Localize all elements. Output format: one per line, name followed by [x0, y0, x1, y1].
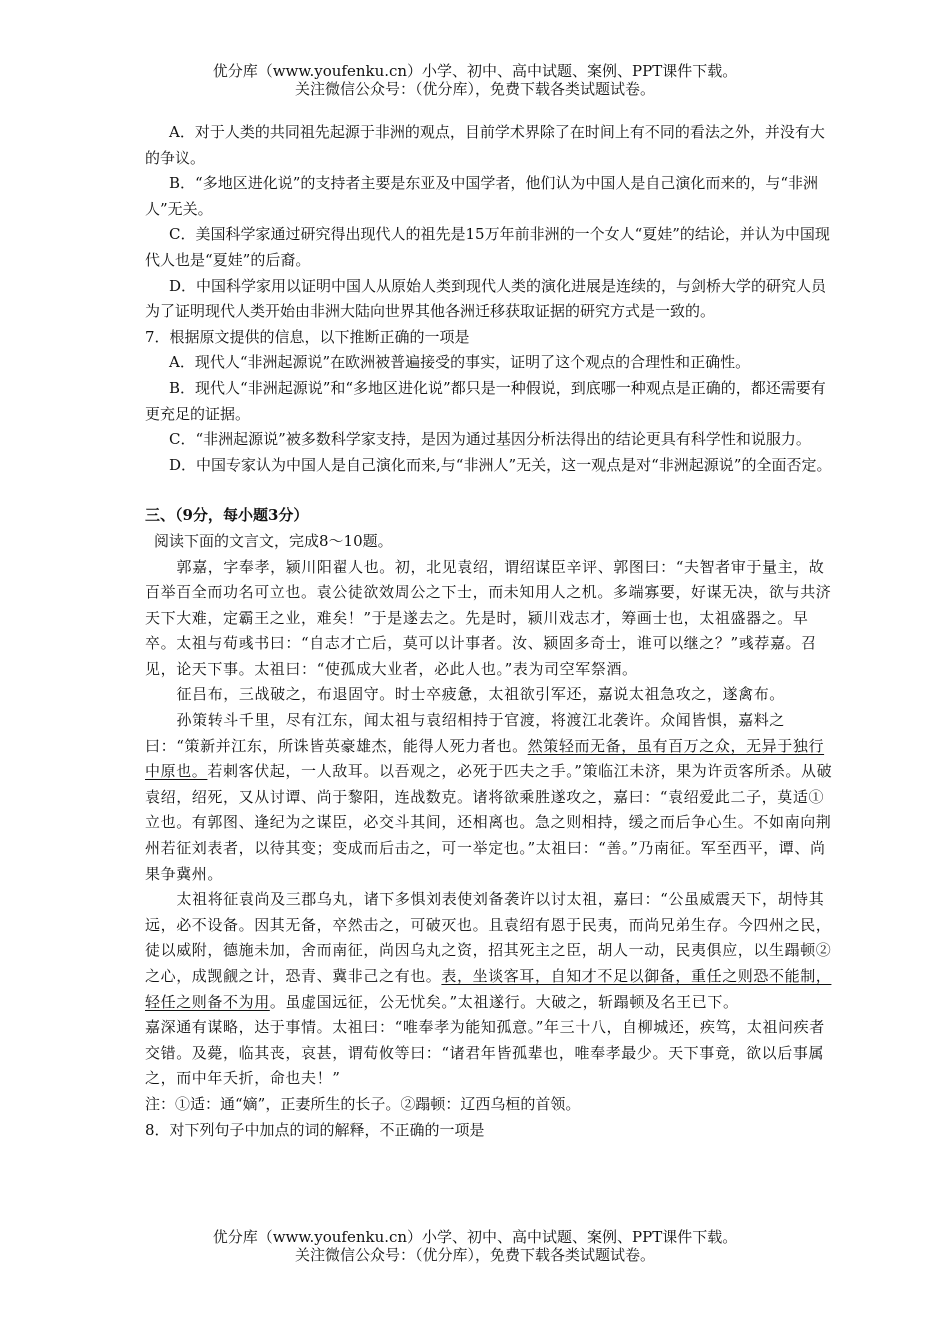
q7-option-a: A．现代人“非洲起源说”在欧洲被普遍接受的事实，证明了这个观点的合理性和正确性。	[169, 353, 751, 372]
exam-content	[145, 120, 835, 1143]
q7-option-d: D．中国专家认为中国人是自己演化而来,与“非洲人”无关，这一观点是对“非洲起源说”的全面否定。	[169, 455, 832, 474]
page-header	[0, 62, 950, 98]
footer-line-2: 关注微信公众号：（优分库），免费下载各类试题试卷。	[294, 1246, 655, 1264]
q6-option-b: B．“多地区进化说”的支持者主要是东亚及中国学者，他们认为中国人是自己演化而来的，与“非洲人”无关。	[145, 174, 819, 218]
passage-p3-text-b: 若刺客伏起，一人敌耳。以吾观之，必死于匹夫之手。”策临江未济，果为许贡客所杀。从破袁绍，绍死，又从讨谭、尚于黎阳，连战数克。诸将欲乘胜遂攻之，嘉曰：“袁绍爱此二子，莫适①立也。有郭图、逢纪为之谋臣，必交斗其间，还相离也。急之则相持，缓之而后争心生。不如南向荆州若征刘表者，以待其变；变成而后击之，可一举定也。”太祖曰：“善。”乃南征。军至西平，谭、尚果争冀州。	[145, 762, 833, 883]
q7-stem: 7．根据原文提供的信息，以下推断正确的一项是	[145, 327, 470, 346]
passage-note: 注：①适：通“嫡”，正妻所生的长子。②蹋顿：辽西乌桓的首领。	[145, 1094, 581, 1113]
passage-p4-text-a: 太祖将征袁尚及三郡乌丸，诸下多惧刘表使刘备袭许以讨太祖，嘉曰：“公虽威震天下，胡恃其远，必不设备。因其无备，卒然击之，可破灭也。且袁绍有恩于民夷，而尚兄弟生存。今四州之民，徒以威附，德施未加，舍而南征，尚因乌丸之资，招其死主之臣，胡人一动，民夷俱应，以生蹋顿②之心，成觊觎之计，恐青、冀非己之有也。	[145, 890, 832, 985]
q7-option-b: B．现代人“非洲起源说”和“多地区进化说”都只是一种假说，到底哪一种观点是正确的，都还需要有更充足的证据。	[145, 378, 826, 423]
q6-option-a: A．对于人类的共同祖先起源于非洲的观点，目前学术界除了在时间上有不同的看法之外，并没有大的争议。	[145, 123, 825, 167]
q6-option-c: C．美国科学家通过研究得出现代人的祖先是15万年前非洲的一个女人“夏娃”的结论，并认为中国现代人也是“夏娃”的后裔。	[145, 225, 830, 269]
q7-option-c: C．“非洲起源说”被多数科学家支持，是因为通过基因分析法得出的结论更具有科学性和说服力。	[169, 430, 811, 449]
underlined-sentence-2: 表，坐谈客耳，自知才不足以御备，重任之则恐不能制，轻任之则备不为用	[145, 967, 832, 1011]
passage-paragraph-2: 征吕布，三战破之，布退固守。时士卒疲惫，太祖欲引军还，嘉说太祖急攻之，遂禽布。	[176, 685, 785, 704]
passage-paragraph-1: 郭嘉，字奉孝，颍川阳翟人也。初，北见袁绍，谓绍谋臣辛评、郭图曰：“夫智者审于量主，故百举百全而功名可立也。袁公徒欲效周公之下士，而未知用人之机。多端寡要，好谋无决，欲与共济天下大难，定霸王之业，难矣！”于是遂去之。先是时，颍川戏志才，筹画士也，太祖盛器之。早卒。太祖与荀彧书曰：“自志才亡后，莫可以计事者。汝、颍固多奇士，谁可以继之？”彧荐嘉。召见，论天下事。太祖曰：“使孤成大业者，必此人也。”表为司空军祭酒。	[145, 557, 832, 678]
q8-stem: 8．对下列句子中加点的词的解释，不正确的一项是	[145, 1120, 485, 1139]
passage-paragraph-4	[145, 887, 835, 1015]
passage-p4-text-b: 。虽虚国远征，公无忧矣。”太祖遂行。大破之，斩蹋顿及名王已下。	[269, 992, 739, 1011]
passage-p3-text-a: 孙策转斗千里，尽有江东，闻太祖与袁绍相持于官渡，将渡江北袭许。众闻皆惧，嘉料之曰：“策新并江东，所诛皆英豪雄杰，能得人死力者也。	[145, 711, 785, 755]
header-line-1: 优分库（www.youfenku.cn）小学、初中、高中试题、案例、PPT课件下载。	[212, 62, 738, 80]
header-line-2: 关注微信公众号：（优分库），免费下载各类试题试卷。	[294, 80, 655, 98]
section-3-title: 三、（9分，每小题3分）	[145, 506, 309, 525]
passage-paragraph-3	[145, 708, 835, 887]
q6-option-d: D．中国科学家用以证明中国人从原始人类到现代人类的演化进展是连续的，与剑桥大学的研究人员为了证明现代人类开始由非洲大陆向世界其他各洲迁移获取证据的研究方式是一致的。	[145, 276, 827, 321]
section-3-instruction: 阅读下面的文言文，完成8～10题。	[154, 531, 393, 550]
footer-line-1: 优分库（www.youfenku.cn）小学、初中、高中试题、案例、PPT课件下载。	[212, 1228, 738, 1246]
underlined-sentence-1: 然策轻而无备，虽有百万之众，无异于独行中原也。	[145, 736, 825, 781]
page-footer	[0, 1228, 950, 1264]
passage-paragraph-5: 嘉深通有谋略，达于事情。太祖曰：“唯奉孝为能知孤意。”年三十八，自柳城还，疾笃，太祖问疾者交错。及薨，临其丧，哀甚，谓荀攸等曰：“诸君年皆孤辈也，唯奉孝最少。天下事竟，欲以后事属之，而中年夭折，命也夫！”	[145, 1018, 825, 1088]
